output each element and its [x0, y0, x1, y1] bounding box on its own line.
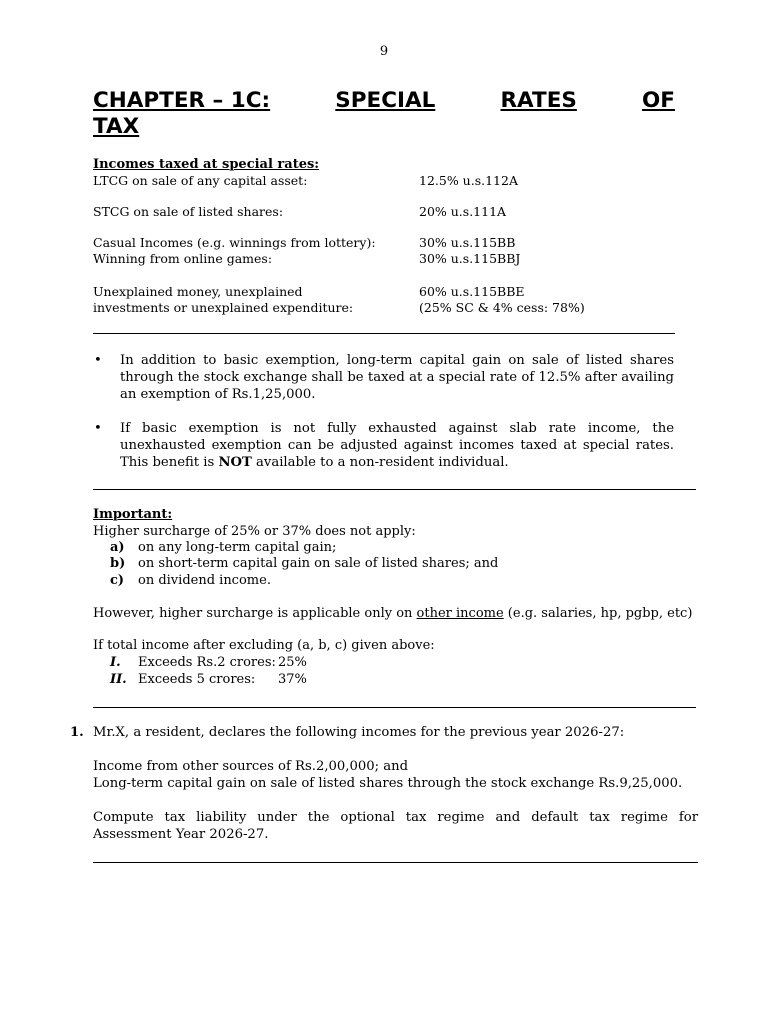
rate-value: 30% u.s.115BB: [419, 235, 516, 250]
threshold-marker: II.: [110, 672, 127, 687]
bullet-icon: •: [94, 421, 102, 436]
list-item: [110, 573, 271, 590]
list-marker: b): [110, 556, 126, 571]
list-text: on dividend income.: [138, 573, 271, 588]
rate-label: STCG on sale of listed shares:: [93, 204, 284, 219]
bullet-item: [93, 352, 674, 403]
list-item: [110, 556, 498, 573]
list-text: on short-term capital gain on sale of listed shares; and: [138, 556, 499, 571]
question-statement: Mr.X, a resident, declares the following incomes for the previous year 2026-27:: [93, 725, 625, 740]
threshold-label: Exceeds Rs.2 crores:: [138, 655, 276, 670]
divider: [93, 333, 675, 334]
total-income-condition: If total income after excluding (a, b, c) given above:: [93, 638, 435, 653]
threshold-label: Exceeds 5 crores:: [138, 672, 256, 687]
list-marker: c): [110, 573, 125, 588]
list-item: [110, 540, 336, 557]
special-rates-heading: Incomes taxed at special rates:: [93, 157, 320, 172]
rate-value: 12.5% u.s.112A: [419, 173, 518, 188]
important-heading: Important:: [93, 507, 173, 522]
rate-label: Unexplained money, unexplained: [93, 284, 303, 299]
question-income: Income from other sources of Rs.2,00,000; and: [93, 759, 409, 774]
rate-label: Winning from online games:: [93, 251, 273, 266]
list-marker: a): [110, 540, 125, 555]
bullet-icon: •: [94, 353, 102, 368]
bullet-text: If basic exemption is not fully exhausted against slab rate income, the unexhausted exemption can be adjusted against incomes taxed at special rates. This benefit is NOT available to a non-resident individual.: [120, 421, 674, 470]
list-text: on any long-term capital gain;: [138, 540, 337, 555]
rate-value: 60% u.s.115BBE: [419, 284, 525, 299]
threshold-rate: 37%: [278, 672, 307, 687]
chapter-title-word: CHAPTER – 1C:: [93, 88, 271, 113]
page-number: 9: [379, 44, 389, 59]
divider: [93, 862, 698, 863]
chapter-title-word: OF: [642, 88, 675, 113]
question-task: Compute tax liability under the optional tax regime and default tax regime for Assessment Year 2026-27.: [93, 810, 698, 842]
important-intro: Higher surcharge of 25% or 37% does not apply:: [93, 524, 416, 539]
threshold-item: [110, 672, 307, 689]
chapter-title: [93, 88, 675, 140]
question-income: Long-term capital gain on sale of listed shares through the stock exchange Rs.9,25,000.: [93, 776, 683, 791]
threshold-item: [110, 655, 307, 672]
other-income-underlined: other income: [416, 606, 504, 621]
chapter-title-line2: TAX: [93, 114, 140, 139]
rate-label: Casual Incomes (e.g. winnings from lottery):: [93, 235, 376, 250]
chapter-title-word: RATES: [500, 88, 577, 113]
question: [70, 724, 698, 843]
divider: [93, 489, 696, 490]
bold-not: NOT: [218, 455, 252, 470]
rate-value: 30% u.s.115BBJ: [419, 251, 521, 266]
surcharge-note: However, higher surcharge is applicable only on other income (e.g. salaries, hp, pgbp, etc): [93, 606, 693, 621]
threshold-rate: 25%: [278, 655, 307, 670]
bullet-text: In addition to basic exemption, long-term capital gain on sale of listed shares through the stock exchange shall be taxed at a special rate of 12.5% after availing an exemption of Rs.1,25,000.: [120, 353, 674, 402]
rate-label: investments or unexplained expenditure:: [93, 300, 354, 315]
threshold-marker: I.: [110, 655, 121, 670]
bullet-item: [93, 420, 674, 471]
rate-label: LTCG on sale of any capital asset:: [93, 173, 308, 188]
chapter-title-word: SPECIAL: [335, 88, 436, 113]
question-number: 1.: [70, 725, 84, 740]
rate-value: (25% SC & 4% cess: 78%): [419, 300, 585, 315]
divider: [93, 707, 696, 708]
rate-value: 20% u.s.111A: [419, 204, 507, 219]
